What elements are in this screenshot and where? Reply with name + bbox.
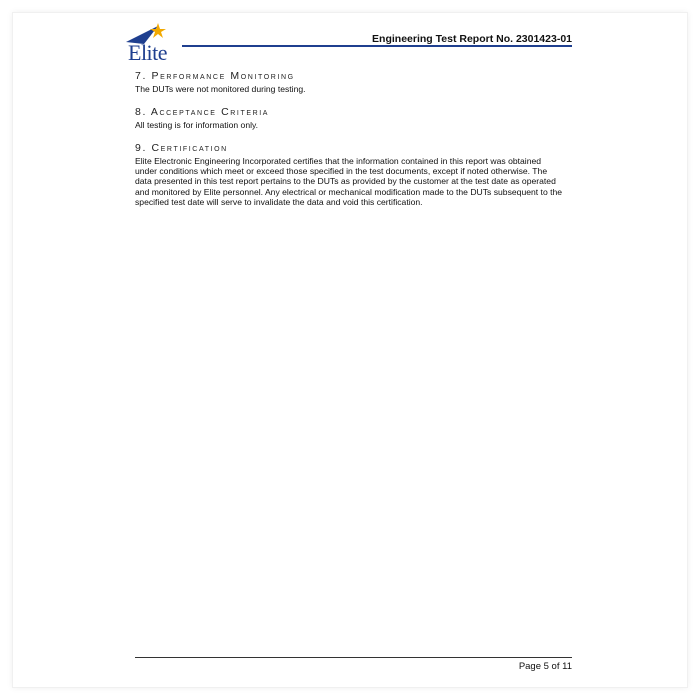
section-performance-monitoring [135,70,565,94]
logo-wordmark: Elite [128,40,168,65]
section-heading: 7. Performance Monitoring [135,70,295,82]
section-text: The DUTs were not monitored during testing. [135,84,306,94]
section-text: All testing is for information only. [135,120,259,130]
section-certification [135,142,565,207]
header-rule [182,45,572,47]
section-acceptance-criteria [135,106,565,130]
section-heading: 9. Certification [135,142,228,154]
section-text: Elite Electronic Engineering Incorporated certifies that the information contained in this report was obtained under conditions which meet or exceed those specified in the test documents, except if noted otherwise. The data presented in this test report pertains to the DUTs as provided by the customer at the test date as operated and monitored by Elite personnel. Any electrical or mechanical modification made to the DUTs subsequent to the specified test date will serve to invalidate the data and void this certification. [135,156,563,207]
report-title: Engineering Test Report No. 2301423-01 [372,33,572,45]
elite-logo [124,22,182,64]
footer-rule [135,657,572,658]
page-number: Page 5 of 11 [518,661,572,672]
section-heading: 8. Acceptance Criteria [135,106,270,118]
